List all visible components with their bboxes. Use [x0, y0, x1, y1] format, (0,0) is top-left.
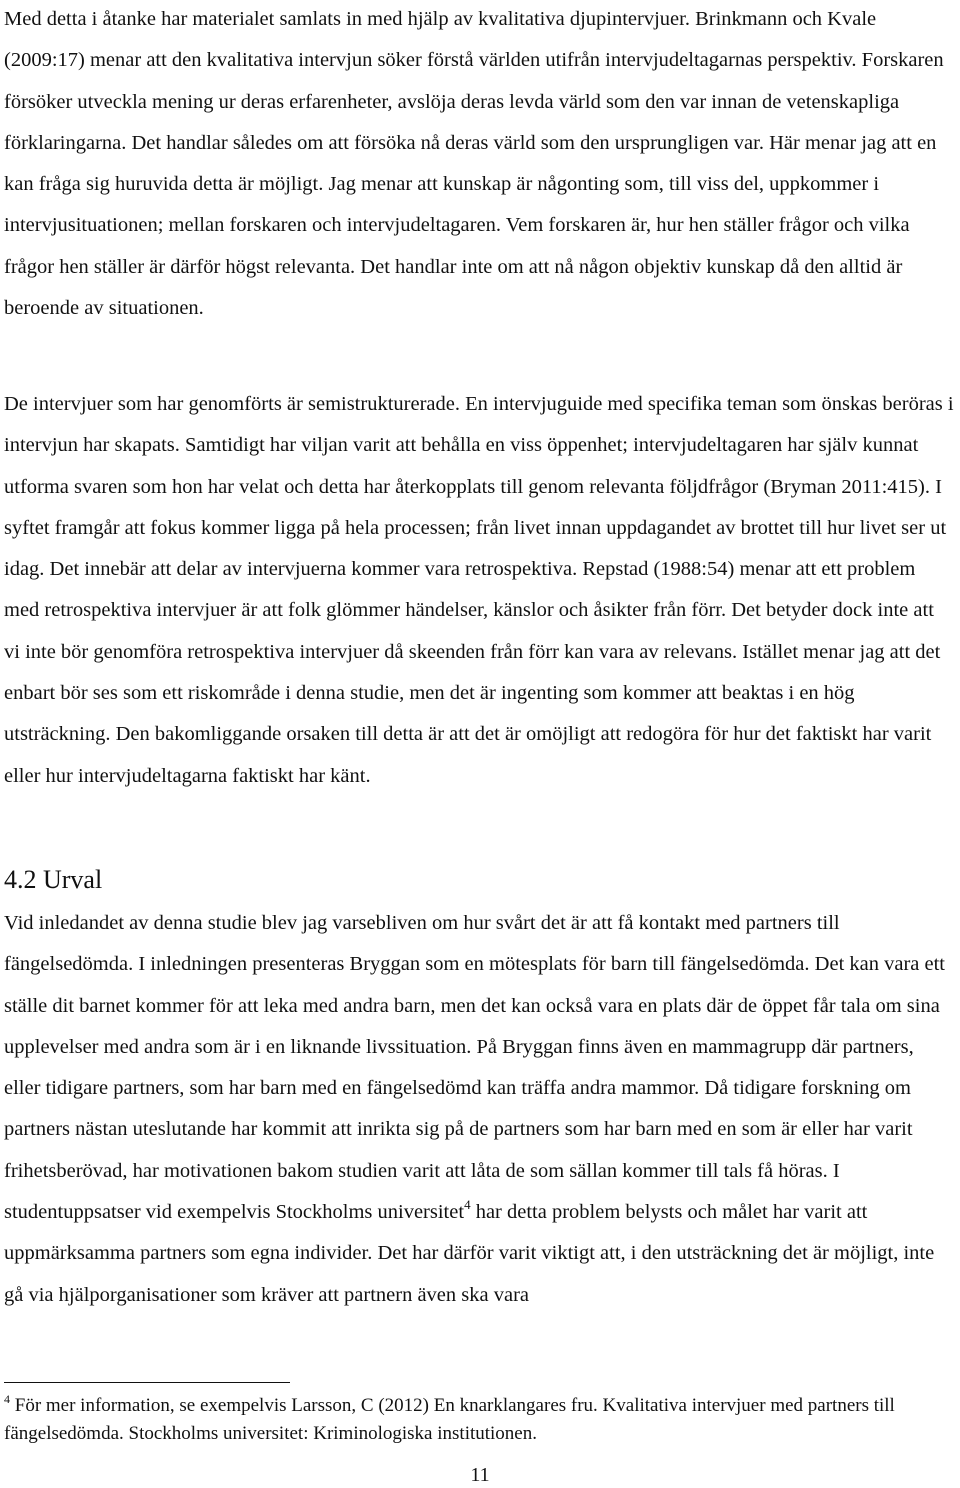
- page-number: 11: [470, 1464, 490, 1486]
- footnote-reference: 4: [464, 1197, 471, 1213]
- footnote-text: För mer information, se exempelvis Larsson, C (2012) En knarklangares fru. Kvalitativa intervjuer med partners till fängelsedömda. Stockholms universitet: Kriminologiska institutionen.: [4, 1395, 895, 1444]
- paragraph-selection: [4, 903, 954, 1316]
- paragraph-interviews: De intervjuer som har genomförts är semistrukturerade. En intervjuguide med specifika teman som önskas beröras i intervjun har skapats. Samtidigt har viljan varit att behålla en viss öppenhet; intervjudeltagaren har själv kunnat utforma svaren som hon har velat och detta har återkopplats till genom relevanta följdfrågor (Bryman 2011:415). I syftet framgår att fokus kommer ligga på hela processen; från livet innan uppdagandet av brottet till hur livet ser ut idag. Det innebär att delar av intervjuerna kommer vara retrospektiva. Repstad (1988:54) menar att ett problem med retrospektiva intervjuer är att folk glömmer händelser, känslor och åsikter från förr. Det betyder dock inte att vi inte bör genomföra retrospektiva intervjuer då skeenden från förr kan vara av relevans. Istället menar jag att det enbart bör ses som ett riskområde i denna studie, men det är ingenting som kommer att beaktas i en hög utsträckning. Den bakomliggande orsaken till detta är att det är omöjligt att redogöra för hur det faktiskt har varit eller hur intervjudeltagarna faktiskt har känt.: [4, 393, 954, 787]
- section-heading: 4.2 Urval: [4, 865, 103, 894]
- paragraph-selection-text-1: Vid inledandet av denna studie blev jag varsebliven om hur svårt det är att få kontakt med partners till fängelsedömda. I inledningen presenteras Bryggan som en mötesplats för barn till fängelsedömda. Det kan vara ett ställe dit barnet kommer för att leka med andra barn, men det kan också vara en plats där de öppet får tala om sina upplevelser med andra som är i en liknande livssituation. På Bryggan finns även en mammagrupp där partners, eller tidigare partners, som har barn med en fängelsedömd kan träffa andra mammor. Då tidigare forskning om partners nästan uteslutande har kommit att inrikta sig på de partners som har barn med en som är eller har varit frihetsberövad, har motivationen bakom studien varit att låta de som sällan kommer till tals få höras. I studentuppsatser vid exempelvis Stockholms universitet: [4, 912, 945, 1224]
- paragraph-selection-text-2: har detta problem belysts och målet har varit att uppmärksamma partners som egna individer. Det har därför varit viktigt att, i den utsträckning det är möjligt, inte gå via hjälporganisationer som kräver att partnern även ska vara: [4, 1201, 935, 1306]
- paragraph-method: Med detta i åtanke har materialet samlats in med hjälp av kvalitativa djupintervjuer. Brinkmann och Kvale (2009:17) menar att den kvalitativa intervjun söker förstå världen utifrån intervjudeltagarnas perspektiv. Forskaren försöker utveckla mening ur deras erfarenheter, avslöja deras levda värld som den var innan de vetenskapliga förklaringarna. Det handlar således om att försöka nå deras värld som den ursprungligen var. Här menar jag att en kan fråga sig huruvida detta är möjligt. Jag menar att kunskap är någonting som, till viss del, uppkommer i intervjusituationen; mellan forskaren och intervjudeltagaren. Vem forskaren är, hur hen ställer frågor och vilka frågor hen ställer är därför högst relevanta. Det handlar inte om att nå någon objektiv kunskap då den alltid är beroende av situationen.: [4, 8, 944, 320]
- footnote: [4, 1392, 954, 1448]
- footnote-divider: [4, 1382, 290, 1383]
- footnote-number: 4: [4, 1392, 10, 1406]
